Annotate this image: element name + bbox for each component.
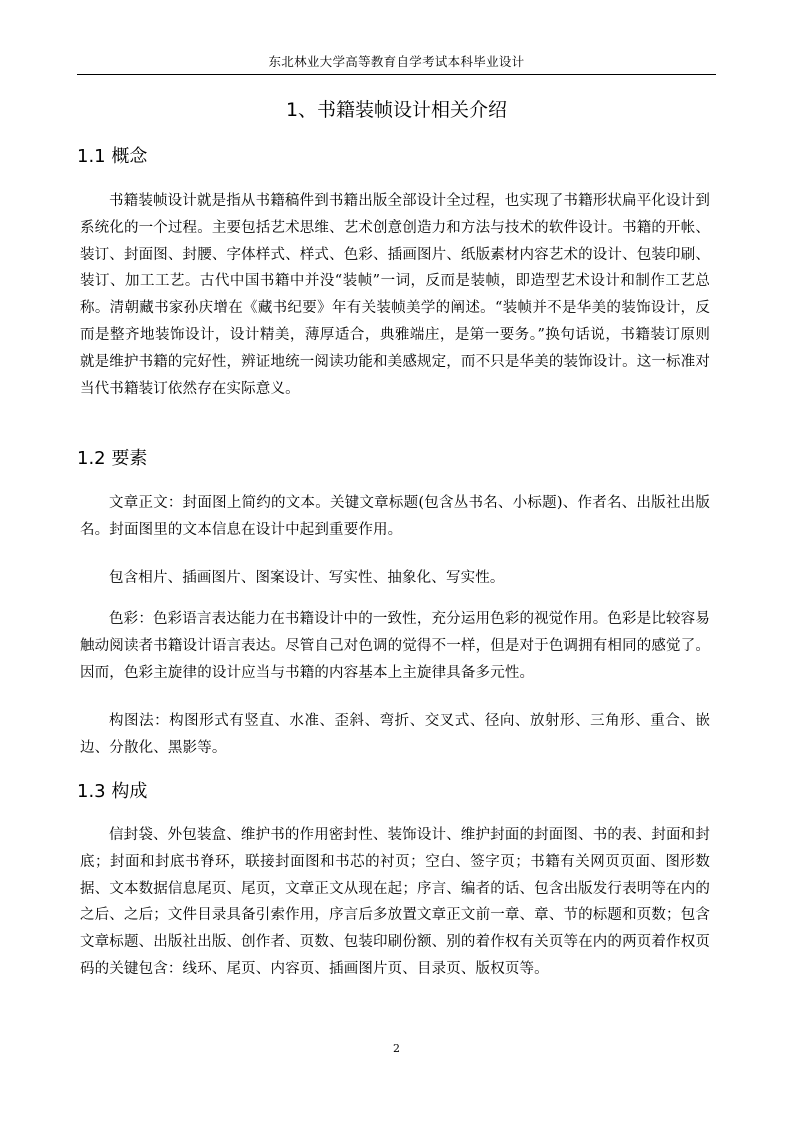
paragraph-structure: 信封袋、外包装盒、维护书的作用密封性、装饰设计、维护封面的封面图、书的表、封面和封底；封面和封底书脊环，联接封面图和书芯的衬页；空白、签字页；书籍有关网页页面、图形数据、文本数据信息尾页、尾页，文章正文从现在起；序言、编者的话、包含出版发行表明等在内的之后、之后；文件目录具备引索作用，序言后多放置文章正文前一章、章、节的标题和页数；包含文章标题、出版社出版、创作者、页数、包装印刷份额、别的着作权有关页等在内的两页着作权页码的关键包含：线环、尾页、内容页、插画图片页、目录页、版权页等。	[80, 827, 710, 977]
chapter-title: 1、书籍装帧设计相关介绍	[285, 99, 508, 121]
paragraph-text: 文章正文：封面图上简约的文本。关键文章标题(包含丛书名、小标题)、作者名、出版社出版名。封面图里的文本信息在设计中起到重要作用。	[80, 495, 710, 538]
paragraph-color: 色彩：色彩语言表达能力在书籍设计中的一致性，充分运用色彩的视觉作用。色彩是比较容易触动阅读者书籍设计语言表达。尽管自己对色调的觉得不一样，但是对于色调拥有相同的感觉了。因而，色彩主旋律的设计应当与书籍的内容基本上主旋律具备多元性。	[80, 611, 710, 681]
paragraph-images: 包含相片、插画图片、图案设计、写实性、抽象化、写实性。	[109, 570, 505, 586]
header-rule	[77, 74, 716, 75]
section-heading-elements: 1.2 要素	[77, 448, 148, 469]
page-number: 2	[393, 1042, 400, 1055]
running-header: 东北林业大学高等教育自学考试本科毕业设计	[268, 54, 525, 69]
section-heading-structure: 1.3 构成	[77, 781, 148, 802]
paragraph-composition: 构图法：构图形式有竖直、水准、歪斜、弯折、交叉式、径向、放射形、三角形、重合、嵌边、分散化、黑影等。	[80, 713, 710, 756]
section-heading-concept: 1.1 概念	[77, 146, 148, 167]
paragraph-concept: 书籍装帧设计就是指从书籍稿件到书籍出版全部设计全过程，也实现了书籍形状扁平化设计到系统化的一个过程。主要包括艺术思维、艺术创意创造力和方法与技术的软件设计。书籍的开帐、装订、封面图、封腰、字体样式、样式、色彩、插画图片、纸版素材内容艺术的设计、包装印刷、装订、加工工艺。古代中国书籍中并没“装帧”一词，反而是装帧，即造型艺术设计和制作工艺总称。清朝藏书家孙庆增在《藏书纪要》年有关装帧美学的阐述。“装帧并不是华美的装饰设计，反而是整齐地装饰设计，设计精美，薄厚适合，典雅端庄，是第一要务。”换句话说，书籍装订原则就是维护书籍的完好性，辨证地统一阅读功能和美感规定，而不只是华美的装饰设计。这一标准对当代书籍装订依然存在实际意义。	[80, 193, 710, 397]
